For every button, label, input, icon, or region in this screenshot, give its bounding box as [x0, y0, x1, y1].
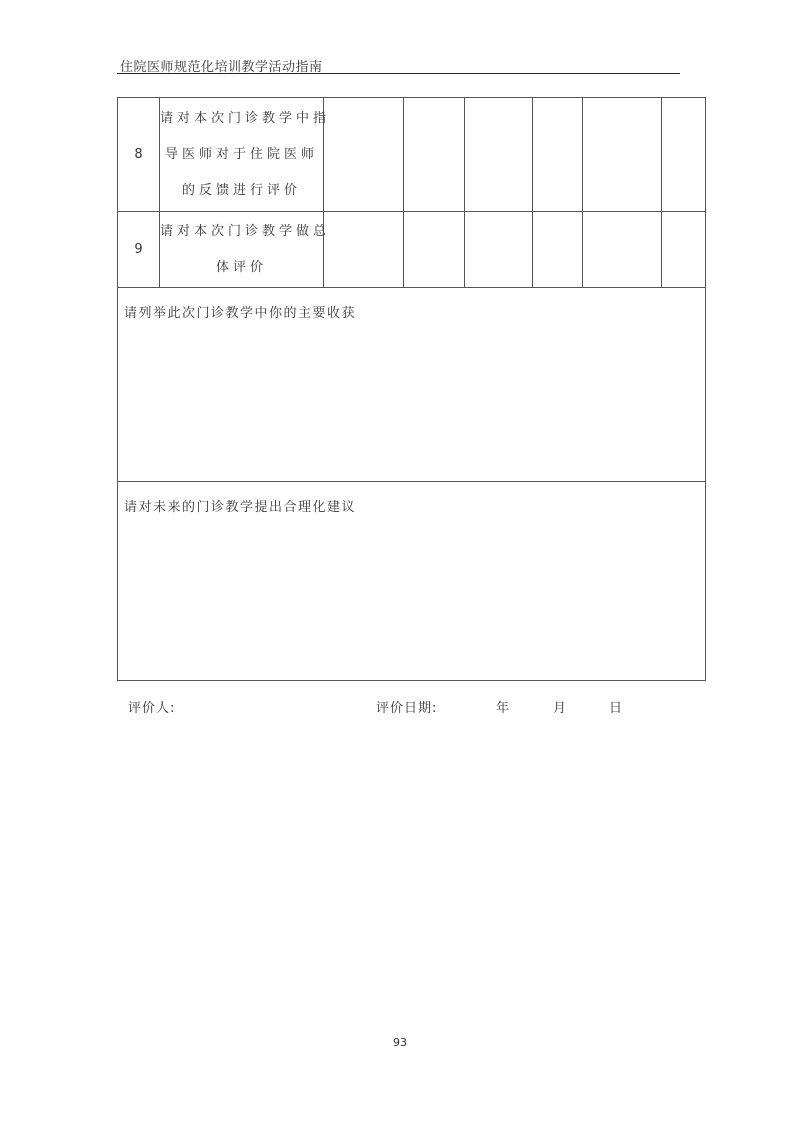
open-question-suggestions[interactable] [118, 482, 706, 681]
table-row [118, 288, 706, 482]
rating-cell[interactable] [324, 212, 404, 288]
document-header-title: 住院医师规范化培训教学活动指南 [120, 60, 323, 75]
row-number: 9 [118, 212, 160, 288]
table-row [118, 482, 706, 681]
evaluation-item-text [160, 212, 331, 288]
table-row [118, 98, 706, 212]
open-question-gains[interactable] [118, 288, 706, 482]
rating-cell[interactable] [465, 98, 533, 212]
row-number: 8 [118, 98, 160, 212]
month-label: 月 [553, 701, 568, 716]
rating-cell[interactable] [533, 98, 583, 212]
evaluator-label: 评价人: [128, 701, 176, 716]
rating-cell[interactable] [662, 98, 706, 212]
question-prompt: 请列举此次门诊教学中你的主要收获 [124, 306, 357, 321]
item-line: 请对本次门诊教学做总 [160, 223, 331, 239]
day-label: 日 [609, 701, 624, 716]
rating-cell[interactable] [465, 212, 533, 288]
year-label: 年 [496, 701, 511, 716]
question-prompt: 请对未来的门诊教学提出合理化建议 [124, 500, 357, 515]
item-line: 导医师对于住院医师 [164, 146, 318, 162]
evaluation-table [117, 97, 706, 681]
rating-cell[interactable] [533, 212, 583, 288]
table-row [118, 212, 706, 288]
date-label: 评价日期: [376, 701, 438, 716]
item-line: 体评价 [215, 259, 267, 275]
signature-line [0, 697, 800, 717]
rating-cell[interactable] [404, 98, 465, 212]
page-number: 93 [393, 1036, 407, 1049]
evaluation-item-text [160, 98, 331, 212]
item-line: 的反馈进行评价 [181, 182, 301, 198]
rating-cell[interactable] [404, 212, 465, 288]
rating-cell[interactable] [583, 212, 662, 288]
header-rule [117, 73, 680, 74]
rating-cell[interactable] [662, 212, 706, 288]
item-line: 请对本次门诊教学中指 [160, 110, 331, 126]
rating-cell[interactable] [583, 98, 662, 212]
rating-cell[interactable] [324, 98, 404, 212]
